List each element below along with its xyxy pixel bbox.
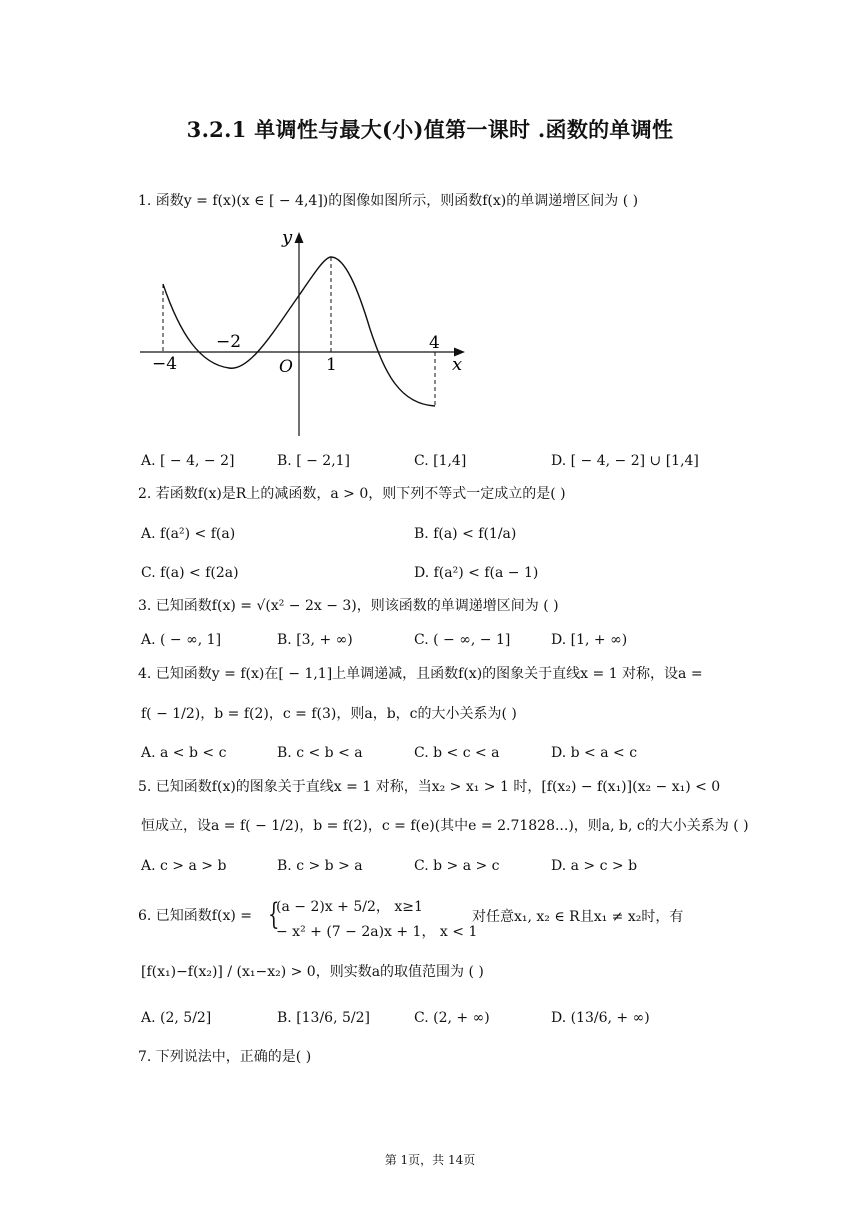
- q4-option-a[interactable]: A. a < b < c: [141, 745, 227, 761]
- tick-label-4: 4: [429, 333, 440, 353]
- piecewise-case-1: (a − 2)x + 5/2， x≥1: [276, 899, 423, 915]
- q3-option-d[interactable]: D. [1, + ∞): [551, 632, 628, 648]
- tick-label-neg2: −2: [216, 332, 242, 352]
- tick-label-neg4: −4: [152, 354, 178, 374]
- page-title: 3.2.1 单调性与最大(小)值第一课时 .函数的单调性: [186, 117, 674, 142]
- q5-option-b[interactable]: B. c > b > a: [277, 858, 363, 874]
- q6-option-b[interactable]: B. [13/6, 5/2]: [277, 1010, 370, 1026]
- q2-option-a[interactable]: A. f(a²) < f(a): [141, 526, 236, 542]
- q6-option-a[interactable]: A. (2, 5/2]: [141, 1010, 212, 1026]
- question-4-stem-line1: 4. 已知函数y = f(x)在[ − 1,1]上单调递减，且函数f(x)的图象关于直线x = 1 对称，设a =: [138, 666, 703, 682]
- question-6-stem-suffix: 对任意x₁, x₂ ∈ R且x₁ ≠ x₂时，有: [472, 909, 684, 925]
- piecewise-case-2: − x² + (7 − 2a)x + 1， x < 1: [276, 924, 478, 940]
- q2-option-c[interactable]: C. f(a) < f(2a): [141, 565, 239, 581]
- question-3-stem: 3. 已知函数f(x) = √(x² − 2x − 3)，则该函数的单调递增区间为 ( ): [138, 598, 559, 614]
- tick-label-1: 1: [326, 355, 337, 375]
- q3-option-a[interactable]: A. ( − ∞, 1]: [141, 632, 222, 648]
- q5-option-c[interactable]: C. b > a > c: [414, 858, 500, 874]
- q5-option-d[interactable]: D. a > c > b: [551, 858, 638, 874]
- question-5-stem-line1: 5. 已知函数f(x)的图象关于直线x = 1 对称，当x₂ > x₁ > 1 时，[f(x₂) − f(x₁)](x₂ − x₁) < 0: [138, 779, 721, 795]
- question-7-stem: 7. 下列说法中，正确的是( ): [138, 1049, 312, 1065]
- function-graph: [130, 224, 480, 440]
- q5-option-a[interactable]: A. c > a > b: [141, 858, 227, 874]
- question-6-stem-line2: [f(x₁)−f(x₂)] / (x₁−x₂) > 0，则实数a的取值范围为 ( ): [141, 964, 484, 980]
- q3-option-c[interactable]: C. ( − ∞, − 1]: [414, 632, 511, 648]
- q4-option-d[interactable]: D. b < a < c: [551, 745, 638, 761]
- q4-option-b[interactable]: B. c < b < a: [277, 745, 363, 761]
- question-4-stem-line2: f( − 1/2)，b = f(2)，c = f(3)，则a，b，c的大小关系为( ): [141, 706, 517, 722]
- q1-option-b[interactable]: B. [ − 2,1]: [277, 453, 351, 469]
- q2-option-b[interactable]: B. f(a) < f(1/a): [414, 526, 517, 542]
- q6-option-c[interactable]: C. (2, + ∞): [414, 1010, 490, 1026]
- q6-option-d[interactable]: D. (13/6, + ∞): [551, 1010, 650, 1026]
- question-2-stem: 2. 若函数f(x)是R上的减函数，a > 0，则下列不等式一定成立的是( ): [138, 486, 566, 502]
- page-footer: 第 1页，共 14页: [384, 1153, 476, 1167]
- x-axis-label: x: [452, 354, 463, 375]
- q3-option-b[interactable]: B. [3, + ∞): [277, 632, 353, 648]
- q1-option-c[interactable]: C. [1,4]: [414, 453, 467, 469]
- y-axis-label: y: [282, 227, 293, 248]
- q1-option-d[interactable]: D. [ − 4, − 2] ∪ [1,4]: [551, 453, 699, 469]
- q4-option-c[interactable]: C. b < c < a: [414, 745, 500, 761]
- q2-option-d[interactable]: D. f(a²) < f(a − 1): [414, 565, 539, 581]
- question-1-stem: 1. 函数y = f(x)(x ∈ [ − 4,4])的图像如图所示，则函数f(x)的单调递增区间为 ( ): [138, 193, 639, 209]
- piecewise-brace: {: [268, 897, 280, 932]
- question-5-stem-line2: 恒成立，设a = f( − 1/2)，b = f(2)，c = f(e)(其中e = 2.71828...)，则a, b, c的大小关系为 ( ): [141, 818, 749, 834]
- origin-label: O: [279, 357, 293, 377]
- question-6-stem-prefix: 6. 已知函数f(x) =: [138, 908, 252, 924]
- y-axis-arrow-icon: [295, 232, 304, 243]
- q1-option-a[interactable]: A. [ − 4, − 2]: [141, 453, 235, 469]
